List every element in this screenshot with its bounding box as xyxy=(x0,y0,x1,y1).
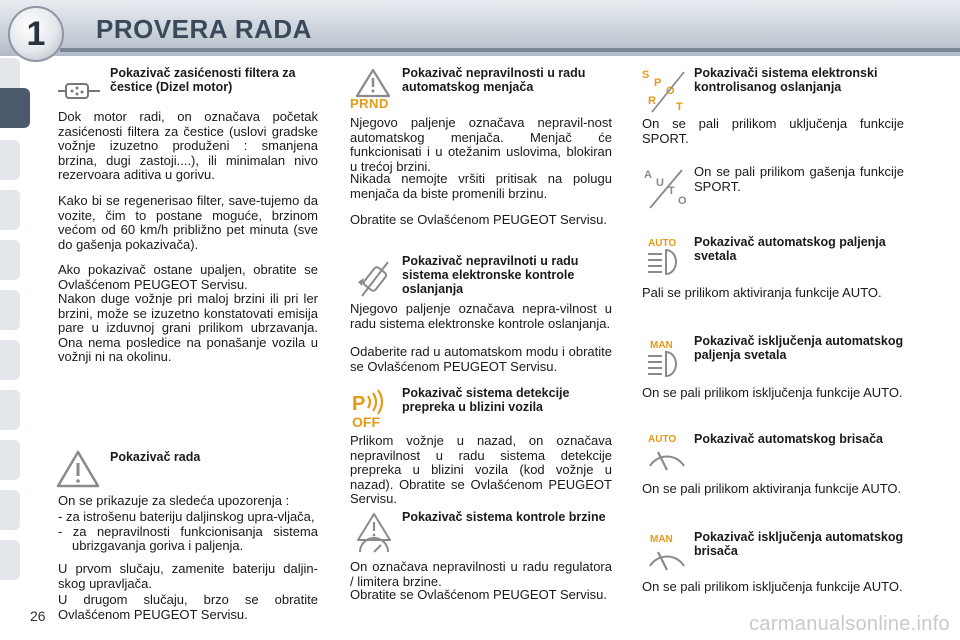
chapter-tab[interactable] xyxy=(0,190,20,230)
section-title: Pokazivač automatskog brisača xyxy=(694,432,883,446)
section-title: Pokazivači sistema elektronski kontrolisanog oslanjanja xyxy=(694,66,878,94)
chapter-tab[interactable] xyxy=(0,340,20,380)
svg-text:T: T xyxy=(676,101,683,113)
svg-text:AUTO: AUTO xyxy=(648,434,677,445)
warning-list xyxy=(58,510,318,554)
paragraph: Nikada nemojte vršiti pritisak na polugu menjača da biste promenili brzinu. xyxy=(350,171,612,201)
section-title: Pokazivač rada xyxy=(110,450,201,464)
suspension-fault-icon xyxy=(354,256,396,302)
sport-suspension-icon xyxy=(640,66,690,114)
section-title: Pokazivač nepravilnoti u radu sistema elektronske kontrole oslanjanja xyxy=(402,254,579,296)
auto-suspension-icon xyxy=(640,164,690,210)
paragraph: On se pali prilikom isključenja funkcije AUTO. xyxy=(642,579,903,594)
svg-text:MAN: MAN xyxy=(650,340,673,351)
section-title: Pokazivač automatskog paljenja svetala xyxy=(694,235,886,263)
prnd-icon-label: PRND xyxy=(350,96,389,111)
svg-text:O: O xyxy=(666,85,675,97)
paragraph: Odaberite rad u automatskom modu i obratite se Ovlašćenom PEUGEOT Servisu. xyxy=(350,344,612,374)
chapter-badge xyxy=(8,6,64,62)
paragraph: Dok motor radi, on označava početak zasićenosti filtera za čestice (uslovi gradske vožnje izuzetno produženi : smanjena brzina, dugi zastoji....), ili minimalan nivo rezervoara aditiva u gorivu. xyxy=(58,109,318,182)
paragraph: Obratite se Ovlašćenom PEUGEOT Servisu. xyxy=(350,587,607,602)
paragraph: On označava nepravilnosti u radu regulatora / limitera brzine. xyxy=(350,559,612,589)
paragraph: Obratite se Ovlašćenom PEUGEOT Servisu. xyxy=(350,212,607,227)
svg-text:A: A xyxy=(644,169,652,181)
section-title: Pokazivač sistema detekcije prepreka u blizini vozila xyxy=(402,386,570,414)
paragraph: Njegovo paljenje označava nepra-vilnost u radu sistema elektronske kontrole oslanjanja. xyxy=(350,301,612,331)
chapter-tab[interactable] xyxy=(0,390,20,430)
chapter-tab[interactable] xyxy=(0,490,20,530)
page-title: PROVERA RADA xyxy=(96,14,312,44)
header-divider xyxy=(60,48,960,52)
chapter-tab[interactable] xyxy=(0,540,20,580)
svg-text:P: P xyxy=(654,77,662,89)
manual-lighting-icon xyxy=(644,338,690,378)
list-item: - za nepravilnosti funkcionisanja sistema ubrizgavanja goriva i paljenja. xyxy=(58,525,318,554)
paragraph: U prvom slučaju, zamenite bateriju daljin-skog upravljača. xyxy=(58,561,318,591)
paragraph: Ako pokazivač ostane upaljen, obratite se Ovlašćenom PEUGEOT Servisu. xyxy=(58,262,318,292)
svg-text:P: P xyxy=(352,393,366,415)
manual-wiper-icon xyxy=(644,532,690,572)
section-title: Pokazivač sistema kontrole brzine xyxy=(402,510,606,524)
chapter-tab[interactable] xyxy=(0,290,20,330)
chapter-tab[interactable] xyxy=(0,140,20,180)
paragraph: Prlikom vožnje u nazad, on označava nepravilnost u radu sistema detekcije prepreka u blizini vozila (kod vožnje u nazad). Obratite se Ovlašćenom PEUGEOT Servisu. xyxy=(350,433,612,506)
section-title: Pokazivač zasićenosti filtera za čestice (Dizel motor) xyxy=(110,66,296,94)
list-item: - za istrošenu bateriju daljinskog upra-vljača, xyxy=(58,510,318,525)
page-number: 26 xyxy=(30,608,46,624)
svg-text:T: T xyxy=(668,185,675,197)
paragraph: U drugom slučaju, brzo se obratite Ovlašćenom PEUGEOT Servisu. xyxy=(58,592,318,622)
section-title: Pokazivač isključenja automatskog brisača xyxy=(694,530,904,558)
svg-text:O: O xyxy=(678,195,687,207)
chapter-tab[interactable] xyxy=(0,440,20,480)
svg-text:S: S xyxy=(642,69,650,81)
paragraph: Kako bi se regenerisao filter, save-tujemo da vozite, čim to postane moguće, brzinom većom od 60 km/h približno pet minuta (sve do gašenja pokazivača). xyxy=(58,193,318,252)
auto-lighting-icon xyxy=(644,236,690,276)
paragraph: Nakon duge vožnje pri maloj brzini ili pri ler brzini, može se izuzetno konstatovati emisija pare u izduvnoj grani prilikom ubrzavanja. Ona nema posledice na ponašanje vozila u vožnji ni na okolinu. xyxy=(58,291,318,364)
warning-icon xyxy=(56,450,100,488)
paragraph: On se prikazuje za sledeća upozorenja : xyxy=(58,493,290,508)
paragraph: Njegovo paljenje označava nepravil-nost automatskog menjača. Menjač će funkcionisati i u otežanim uslovima, blokiran u trećoj brzini. xyxy=(350,115,612,174)
paragraph: On se pali prilikom isključenja funkcije AUTO. xyxy=(642,385,903,400)
off-icon-label: OFF xyxy=(352,414,380,430)
svg-text:MAN: MAN xyxy=(650,534,673,545)
svg-text:R: R xyxy=(648,95,656,107)
particle-filter-icon xyxy=(56,76,102,106)
section-title: Pokazivač nepravilnosti u radu automatskog menjača xyxy=(402,66,586,94)
cruise-control-icon xyxy=(354,512,394,554)
section-title: Pokazivač isključenja automatskog paljenja svetala xyxy=(694,334,904,362)
chapter-tab[interactable] xyxy=(0,240,20,280)
auto-wiper-icon xyxy=(644,432,690,472)
svg-text:U: U xyxy=(656,177,664,189)
paragraph: On se pali prilikom gašenja funkcije SPORT. xyxy=(694,164,904,194)
svg-text:AUTO: AUTO xyxy=(648,238,677,249)
paragraph: On se pali prilikom aktiviranja funkcije AUTO. xyxy=(642,481,902,496)
paragraph: Pali se prilikom aktiviranja funkcije AUTO. xyxy=(642,285,882,300)
chapter-number: 1 xyxy=(26,14,46,53)
chapter-tab-active[interactable] xyxy=(0,88,30,128)
watermark: carmanualsonline.info xyxy=(749,613,950,635)
paragraph: On se pali prilikom uključenja funkcije SPORT. xyxy=(642,116,904,146)
